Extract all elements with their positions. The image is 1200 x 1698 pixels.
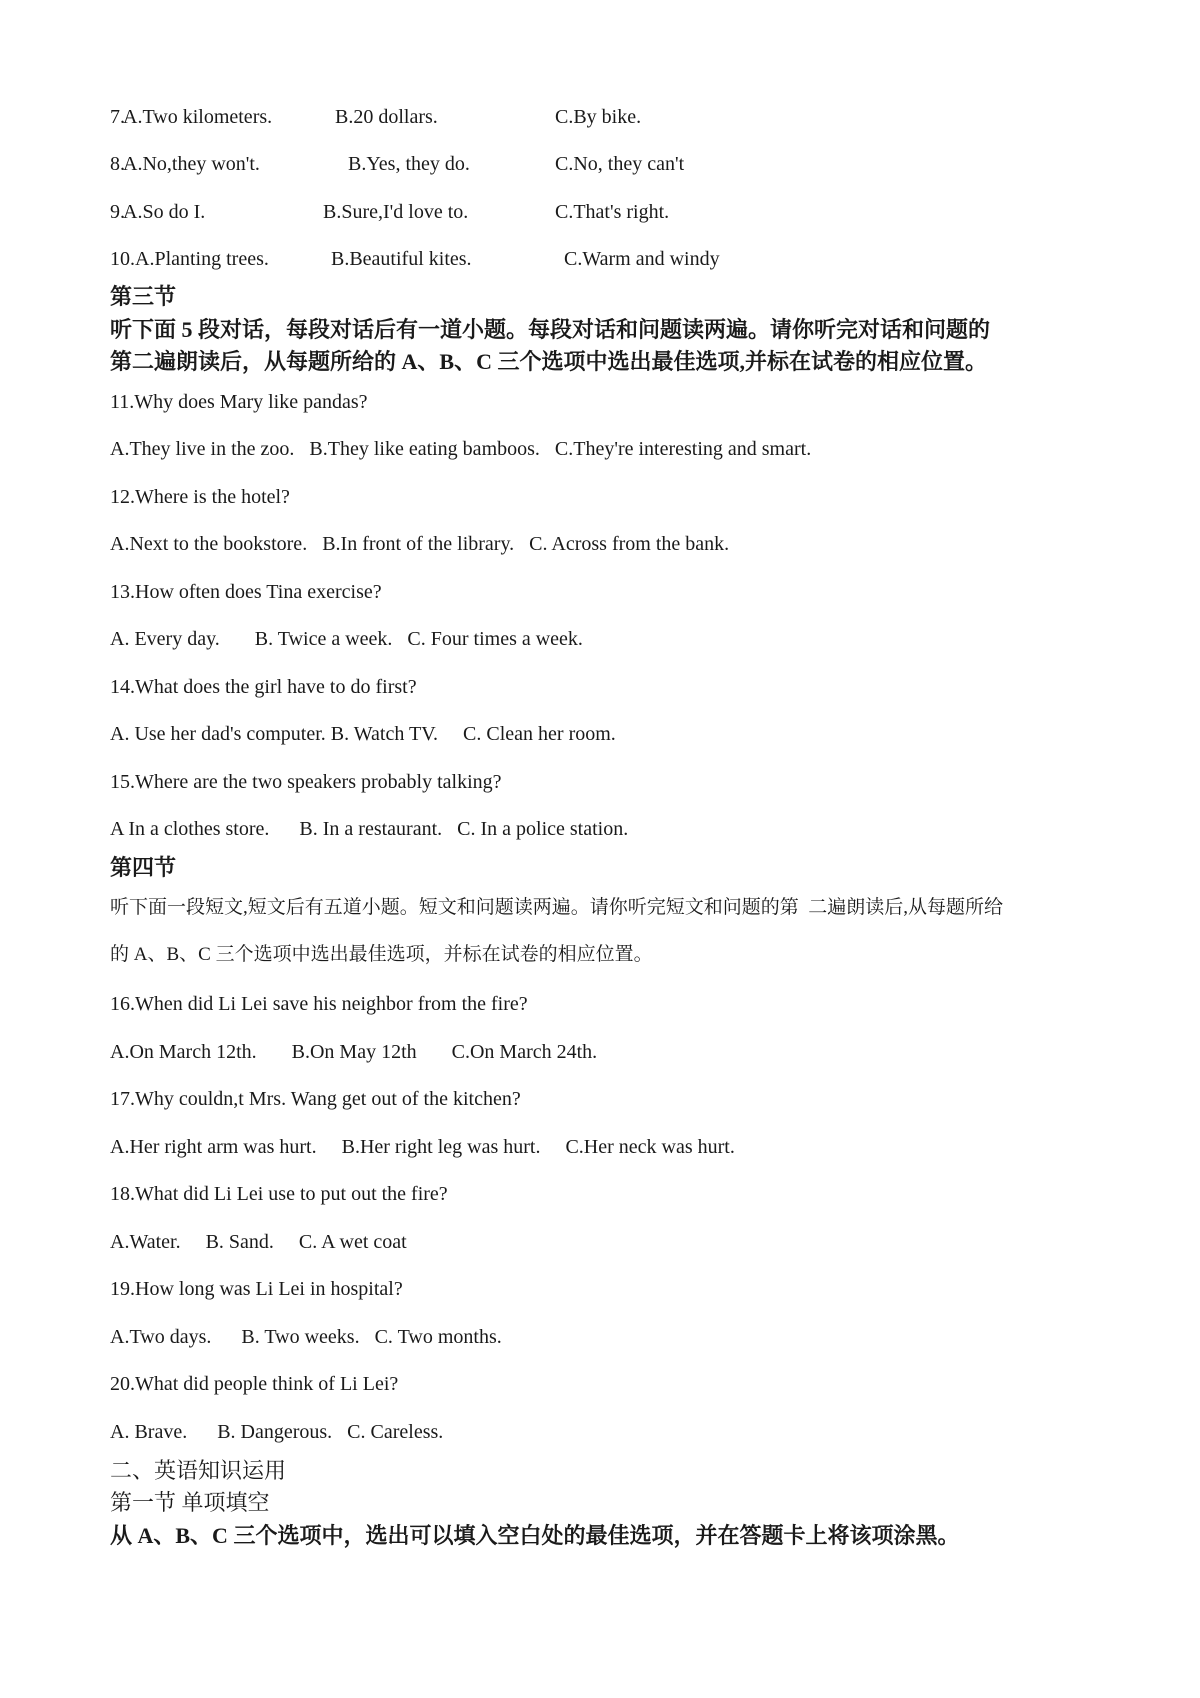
question-15: 15.Where are the two speakers probably talking? xyxy=(110,771,502,793)
question-14: 14.What does the girl have to do first? xyxy=(110,676,417,698)
section-4-instruction-line1: 听下面一段短文,短文后有五道小题。短文和问题读两遍。请你听完短文和问题的第 二遍朗读后,从每题所给 xyxy=(110,897,1004,918)
question-18-options: A.Water. B. Sand. C. A wet coat xyxy=(110,1231,407,1253)
question-15-options: A In a clothes store. B. In a restaurant. C. In a police station. xyxy=(110,818,629,840)
option-a: A.Two kilometers. xyxy=(123,106,273,128)
question-19-options: A.Two days. B. Two weeks. C. Two months. xyxy=(110,1326,502,1348)
question-20: 20.What did people think of Li Lei? xyxy=(110,1373,399,1395)
question-12-options: A.Next to the bookstore. B.In front of the library. C. Across from the bank. xyxy=(110,533,730,555)
section-3-title: 第三节 xyxy=(110,284,177,309)
option-a: A.Planting trees. xyxy=(135,248,269,270)
question-16-options: A.On March 12th. B.On May 12th C.On March 24th. xyxy=(110,1041,598,1063)
question-13: 13.How often does Tina exercise? xyxy=(110,581,382,603)
question-11: 11.Why does Mary like pandas? xyxy=(110,391,368,413)
question-number: 9. xyxy=(110,201,125,223)
question-14-options: A. Use her dad's computer. B. Watch TV. C. Clean her room. xyxy=(110,723,616,745)
question-12: 12.Where is the hotel? xyxy=(110,486,290,508)
question-19: 19.How long was Li Lei in hospital? xyxy=(110,1278,403,1300)
section-4-instruction-line2: 的 A、B、C 三个选项中选出最佳选项，并标在试卷的相应位置。 xyxy=(110,944,653,965)
option-c: C.Warm and windy xyxy=(564,248,720,270)
option-b: B.Sure,I'd love to. xyxy=(323,201,469,223)
question-number: 7. xyxy=(110,106,125,128)
option-b: B.20 dollars. xyxy=(335,106,438,128)
question-number: 8. xyxy=(110,153,125,175)
question-number: 10. xyxy=(110,248,135,270)
part-2-instruction: 从 A、B、C 三个选项中，选出可以填入空白处的最佳选项，并在答题卡上将该项涂黑。 xyxy=(110,1523,960,1548)
option-c: C.By bike. xyxy=(555,106,642,128)
option-b: B.Beautiful kites. xyxy=(331,248,472,270)
option-b: B.Yes, they do. xyxy=(348,153,470,175)
question-11-options: A.They live in the zoo. B.They like eating bamboos. C.They're interesting and smart. xyxy=(110,438,812,460)
section-3-instruction-line1: 听下面 5 段对话，每段对话后有一道小题。每段对话和问题读两遍。请你听完对话和问题的 xyxy=(110,317,991,342)
option-c: C.No, they can't xyxy=(555,153,685,175)
section-3-instruction-line2: 第二遍朗读后，从每题所给的 A、B、C 三个选项中选出最佳选项,并标在试卷的相应位置。 xyxy=(110,349,987,374)
option-c: C.That's right. xyxy=(555,201,670,223)
question-16: 16.When did Li Lei save his neighbor from the fire? xyxy=(110,993,528,1015)
question-17-options: A.Her right arm was hurt. B.Her right leg was hurt. C.Her neck was hurt. xyxy=(110,1136,735,1158)
part-2-title: 二、英语知识运用 xyxy=(110,1458,287,1483)
question-18: 18.What did Li Lei use to put out the fire? xyxy=(110,1183,448,1205)
option-a: A.No,they won't. xyxy=(123,153,260,175)
question-17: 17.Why couldn,t Mrs. Wang get out of the kitchen? xyxy=(110,1088,521,1110)
section-4-title: 第四节 xyxy=(110,855,177,880)
question-13-options: A. Every day. B. Twice a week. C. Four times a week. xyxy=(110,628,583,650)
part-2-section-1-title: 第一节 单项填空 xyxy=(110,1490,270,1515)
question-20-options: A. Brave. B. Dangerous. C. Careless. xyxy=(110,1421,444,1443)
option-a: A.So do I. xyxy=(123,201,206,223)
